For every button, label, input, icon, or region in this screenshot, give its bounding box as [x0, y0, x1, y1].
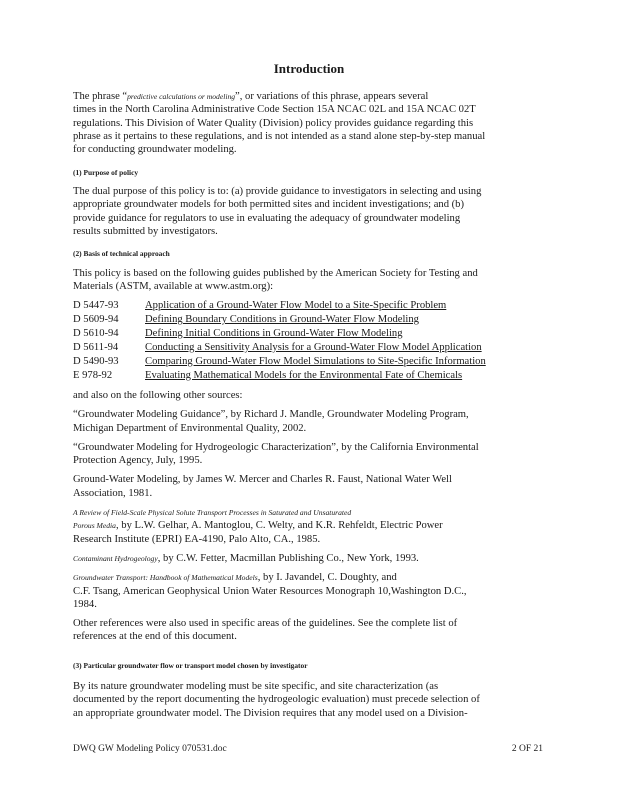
source-item: Contaminant Hydrogeology, by C.W. Fetter, Macmillan Publishing Co., New York, 1993. — [73, 552, 419, 564]
source-item: Ground-Water Modeling, by James W. Mercer and Charles R. Faust, National Water Well Association, 1981. — [73, 474, 452, 499]
page-number: 2 OF 21 — [511, 744, 543, 754]
page-title: Introduction — [273, 61, 345, 76]
footer-filename: DWQ GW Modeling Policy 070531.doc — [73, 744, 227, 754]
astm-ref-row: D 5609-94 Defining Boundary Conditions in Ground-Water Flow Modeling — [73, 313, 419, 325]
model-chosen-paragraph: By its nature groundwater modeling must be site specific, and site characterization (as documented by the report documenting the hydrogeologic evaluation) must precede selection of an appropriate groundwater model. The Division requires that any model used on a Division- — [73, 681, 480, 719]
basis-paragraph: This policy is based on the following guides published by the American Society for Testing and Materials (ASTM, available at www.astm.org): — [73, 268, 478, 293]
astm-ref-row: E 978-92 Evaluating Mathematical Models for the Environmental Fate of Chemicals — [73, 369, 463, 381]
astm-ref-row: D 5611-94 Conducting a Sensitivity Analysis for a Ground-Water Flow Model Application — [73, 341, 482, 353]
phrase-italic: predictive calculations or modeling — [127, 92, 236, 101]
source-item: “Groundwater Modeling for Hydrogeologic Characterization”, by the California Environmental Protection Agency, July, 1995. — [73, 441, 479, 467]
intro-line-2: times in the North Carolina Administrative Code Section 15A NCAC 02L and 15A NCAC 02T — [73, 104, 476, 116]
astm-ref-row: D 5447-93 Application of a Ground-Water Flow Model to a Site-Specific Problem — [73, 300, 447, 311]
source-item: Groundwater Transport: Handbook of Mathematical Models, by I. Javandel, C. Doughty, and C.F. Tsang, American Geophysical Union Water Resources Monograph 10,Washington D.C., 1984. — [73, 572, 467, 610]
intro-line-4: phrase as it pertains to these regulations, and is not intended as a stand alone step-by-step manual — [73, 130, 486, 142]
section-heading-purpose: (1) Purpose of policy — [73, 168, 139, 177]
intro-paragraph — [73, 90, 543, 156]
other-references-paragraph: Other references were also used in specific areas of the guidelines. See the complete list of references at the end of this document. — [73, 618, 458, 643]
astm-reference-list — [73, 299, 543, 382]
astm-ref-row: D 5490-93 Comparing Ground-Water Flow Model Simulations to Site-Specific Information — [73, 355, 486, 367]
source-item: A Review of Field-Scale Physical Solute Transport Processes in Saturated and Unsaturated Porous Media, by L.W. Gelhar, A. Mantoglou, C. Welty, and K.R. Rehfeldt, Electric Power Research Institute (EPRI) EA-4190, Palo Alto, CA., 1985. — [73, 508, 443, 545]
section-heading-basis: (2) Basis of technical approach — [73, 249, 170, 258]
other-sources-intro: and also on the following other sources: — [73, 390, 243, 401]
intro-line-5: for conducting groundwater modeling. — [73, 144, 237, 156]
purpose-paragraph: The dual purpose of this policy is to: (a) provide guidance to investigators in selecting and using appropriate groundwater models for both permitted sites and incident investigations; and (b) provide guidance for regulators to use in evaluating the adequacy of groundwater modeling results submitted by investigators. — [73, 186, 482, 237]
intro-line-3: regulations. This Division of Water Quality (Division) policy provides guidance regarding this — [73, 117, 474, 129]
source-item: “Groundwater Modeling Guidance”, by Richard J. Mandle, Groundwater Modeling Program, Michigan Department of Environmental Quality, 2002. — [73, 409, 469, 434]
other-sources-list — [73, 389, 543, 650]
intro-line-1: The phrase “predictive calculations or modeling”, or variations of this phrase, appears several — [73, 91, 429, 102]
page-footer — [73, 744, 543, 754]
section-heading-model-chosen: (3) Particular groundwater flow or transport model chosen by investigator — [73, 661, 308, 670]
astm-ref-row: D 5610-94 Defining Initial Conditions in Ground-Water Flow Modeling — [73, 327, 403, 339]
